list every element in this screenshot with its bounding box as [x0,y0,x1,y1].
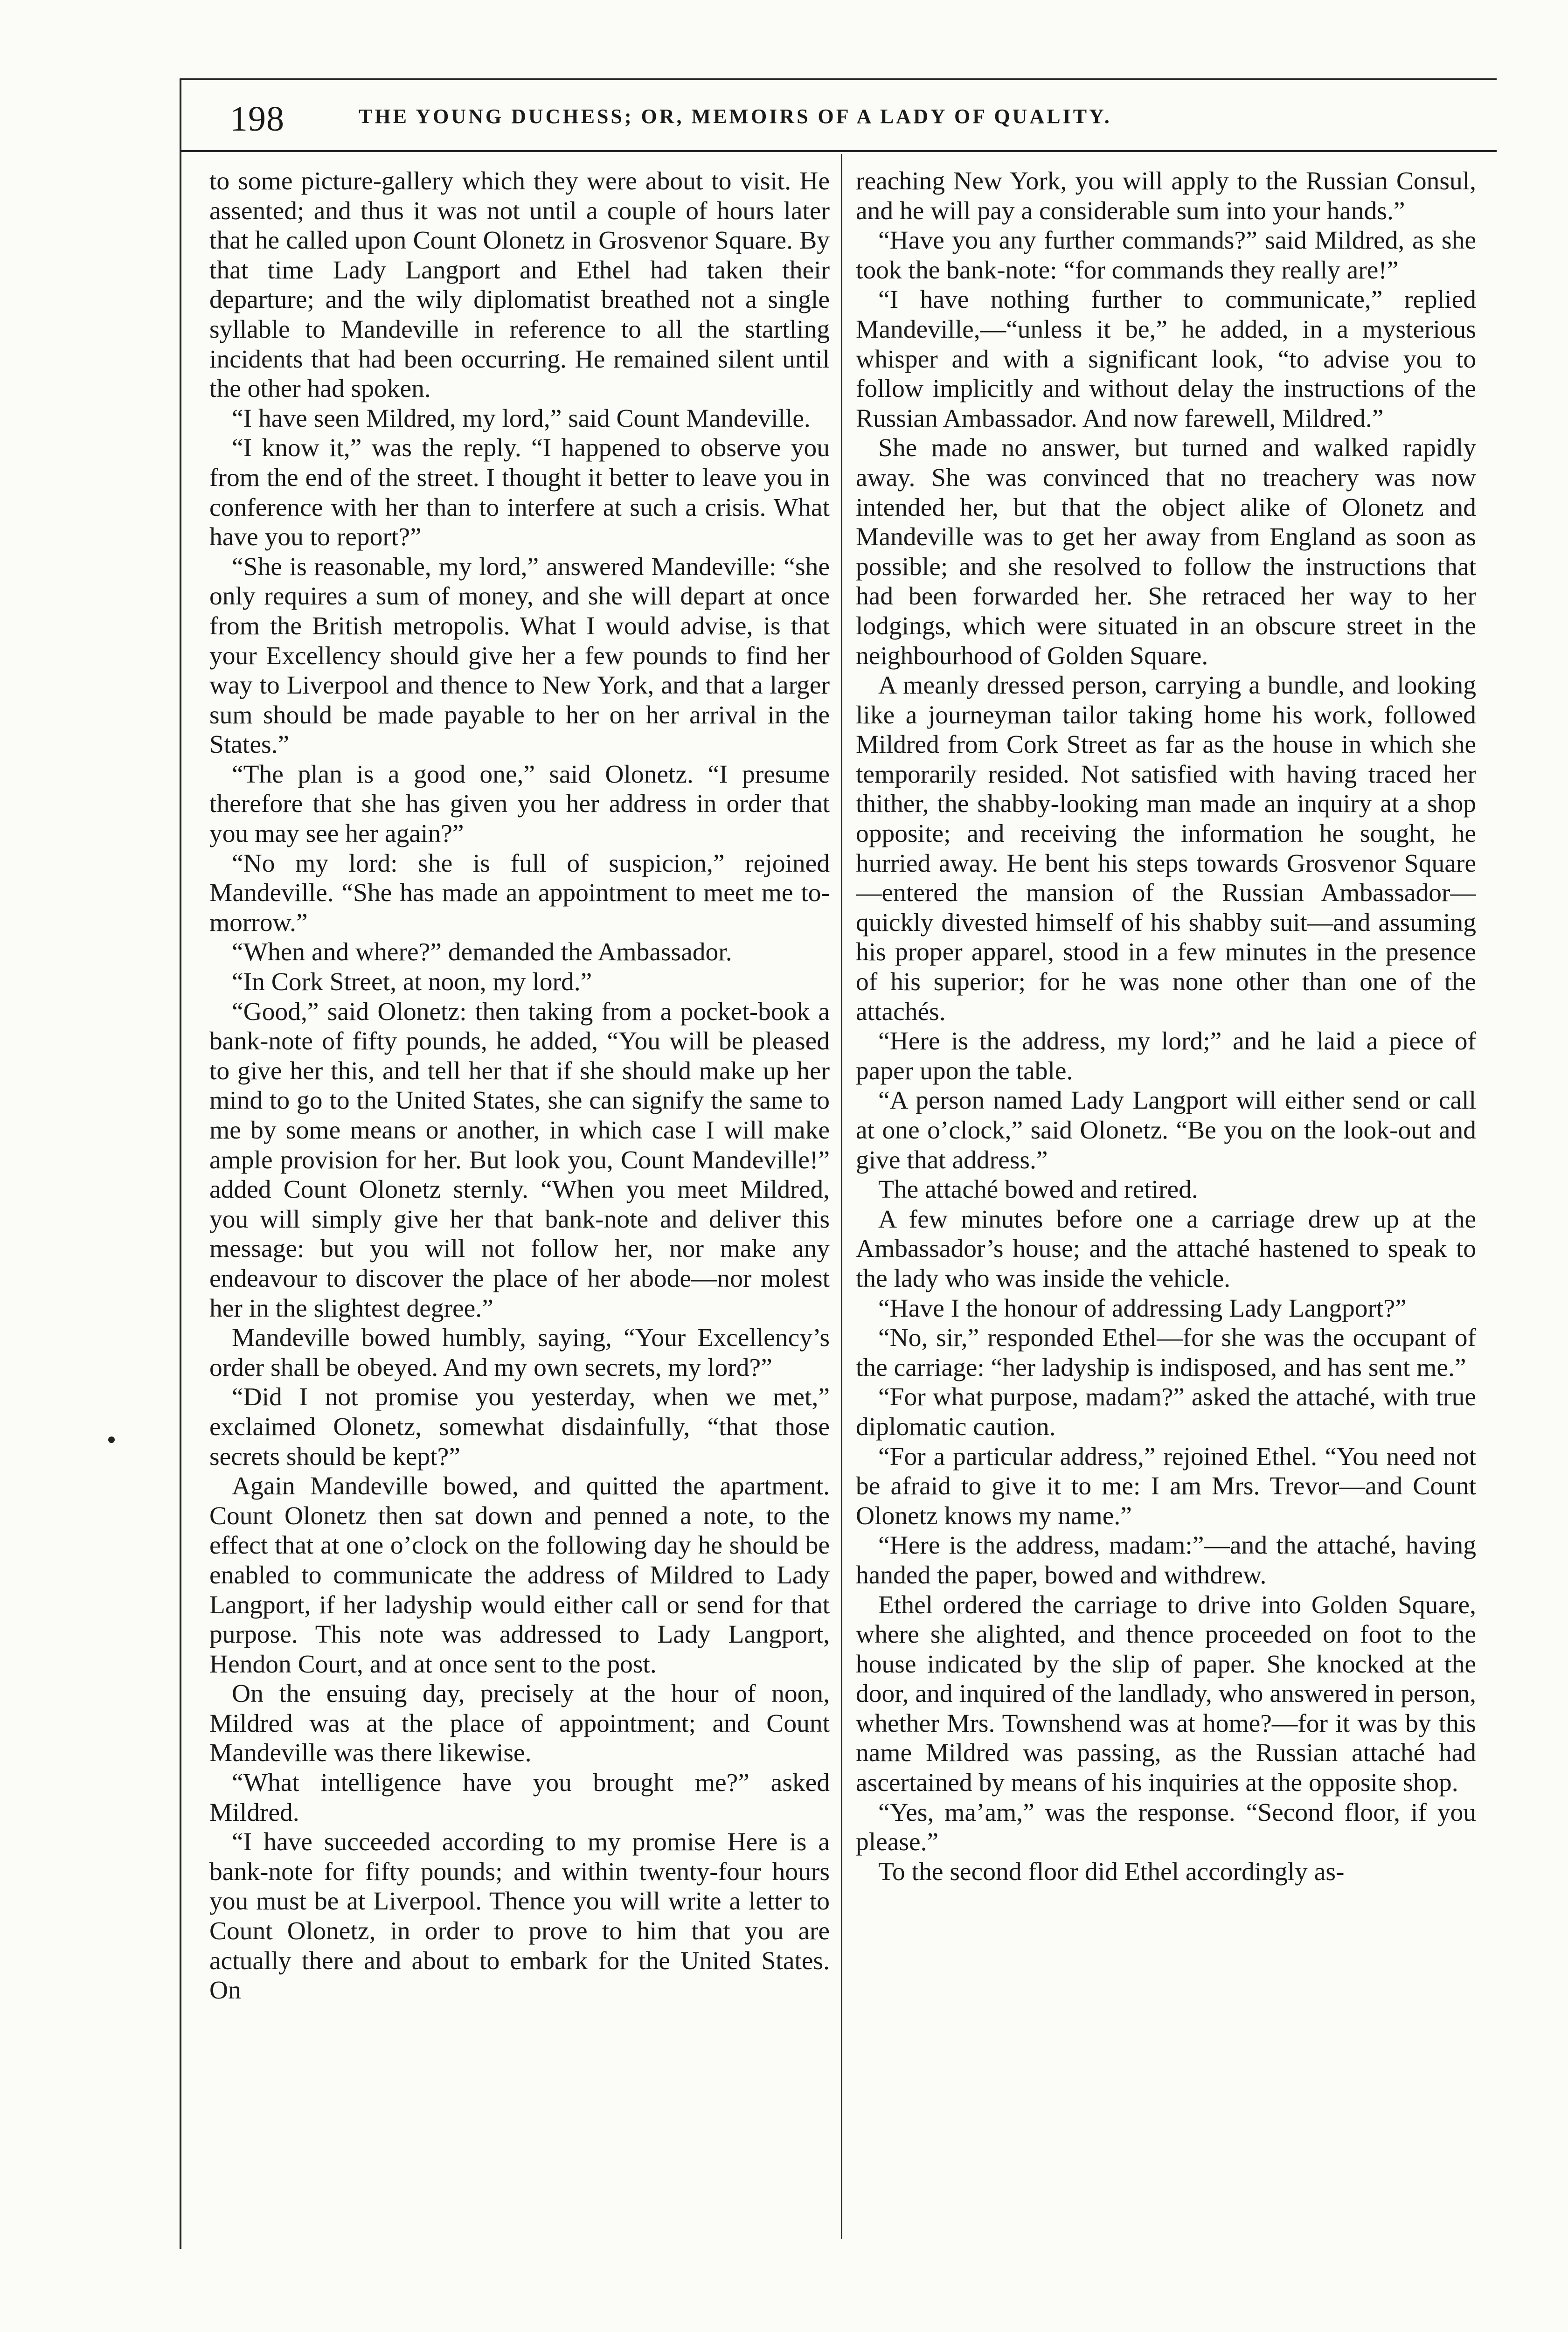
paragraph: “Here is the address, madam:”—and the attaché, having handed the paper, bowed and withdrew. [856,1531,1476,1589]
margin-dot [108,1437,115,1443]
paragraph: “Yes, ma’am,” was the response. “Second floor, if you please.” [856,1798,1476,1857]
paragraph: “Here is the address, my lord;” and he laid a piece of paper upon the table. [856,1027,1476,1085]
paragraph: “I have nothing further to communicate,” replied Mandeville,—“unless it be,” he added, in a mysterious whisper and with a significant look, “to advise you to follow implicitly and without delay the instructions of the Russian Ambassador. And now farewell, Mildred.” [856,285,1476,433]
paragraph: “When and where?” demanded the Ambassador. [232,938,732,967]
paragraph: On the ensuing day, precisely at the hour of noon, Mildred was at the place of appointment; and Count Mandeville was there likewise. [209,1680,830,1768]
paragraph: “The plan is a good one,” said Olonetz. “I presume therefore that she has given you her address in order that you may see her again?” [209,760,830,848]
paragraph: “No, sir,” responded Ethel—for she was the occupant of the carriage: “her ladyship is indisposed, and has sent me.” [856,1324,1476,1382]
paragraph: Ethel ordered the carriage to drive into Golden Square, where she alighted, and thence proceeded on foot to the house indicated by the slip of paper. She knocked at the door, and inquired of the landlady, who answered in person, whether Mrs. Townshend was at home?—for it was by this name Mildred was passing, as the Russian attaché had ascertained by means of his inquiries at the opposite shop. [856,1590,1476,1798]
paragraph: “A person named Lady Langport will either send or call at one o’clock,” said Olonetz. “Be you on the look-out and give that address.” [856,1086,1476,1174]
paragraph: “Did I not promise you yesterday, when we met,” exclaimed Olonetz, somewhat disdainfully, “that those secrets should be kept?” [209,1383,830,1471]
paragraph: “She is reasonable, my lord,” answered Mandeville: “she only requires a sum of money, and she will depart at once from the British metropolis. What I would advise, is that your Excellency should give her a few pounds to find her way to Liverpool and thence to New York, and that a larger sum should be made payable to her on her arrival in the States.” [209,552,830,759]
paragraph: “Have I the honour of addressing Lady Langport?” [878,1294,1407,1323]
paragraph: reaching New York, you will apply to the Russian Consul, and he will pay a considerable sum into your hands.” [856,167,1476,225]
paragraph: “I know it,” was the reply. “I happened to observe you from the end of the street. I thought it better to leave you in conference with her than to interfere at such a crisis. What have you to report?” [209,434,830,552]
book-page [180,78,1497,2249]
paragraph: “For what purpose, madam?” asked the attaché, with true diplomatic caution. [856,1383,1476,1441]
right-column [856,167,1476,2237]
left-column [209,167,830,2237]
paragraph: To the second floor did Ethel accordingly as- [878,1857,1345,1886]
page-header [181,80,1497,152]
paragraph: “I have seen Mildred, my lord,” said Count Mandeville. [232,404,811,433]
paragraph: “In Cork Street, at noon, my lord.” [232,968,592,997]
paragraph: “What intelligence have you brought me?” asked Mildred. [209,1769,830,1827]
paragraph: to some picture-gallery which they were about to visit. He assented; and thus it was not until a couple of hours later that he called upon Count Olonetz in Grosvenor Square. By that time Lady Langport and Ethel had taken their departure; and the wily diplomatist breathed not a single syllable to Mandeville in reference to all the startling incidents that had been occurring. He remained silent until the other had spoken. [209,167,830,403]
paragraph: A meanly dressed person, carrying a bundle, and looking like a journeyman tailor taking home his work, followed Mildred from Cork Street as far as the house in which she temporarily resided. Not satisfied with having traced her thither, the shabby-looking man made an inquiry at a shop opposite; and receiving the information he sought, he hurried away. He bent his steps towards Grosvenor Square—entered the mansion of the Russian Ambassador—quickly divested himself of his shabby suit—and assuming his proper apparel, stood in a few minutes in the presence of his superior; for he was none other than one of the attachés. [856,671,1476,1026]
paragraph: The attaché bowed and retired. [878,1175,1198,1204]
running-title: THE YOUNG DUCHESS; OR, MEMOIRS OF A LADY OF QUALITY. [359,105,1112,128]
paragraph: “I have succeeded according to my promise Here is a bank-note for fifty pounds; and within twenty-four hours you must be at Liverpool. Thence you will write a letter to Count Olonetz, in order to prove to him that you are actually there and about to embark for the United States. On [209,1828,830,2005]
paragraph: She made no answer, but turned and walked rapidly away. She was convinced that no treachery was now intended her, but that the object alike of Olonetz and Mandeville was to get her away from England as soon as possible; and she resolved to follow the instructions that had been forwarded her. She retraced her way to her lodgings, which were situated in an obscure street in the neighbourhood of Golden Square. [856,434,1476,670]
paragraph: “Have you any further commands?” said Mildred, as she took the bank-note: “for commands they really are!” [856,226,1476,285]
paragraph: “Good,” said Olonetz: then taking from a pocket-book a bank-note of fifty pounds, he added, “You will be pleased to give her this, and tell her that if she should make up her mind to go to the United States, she can signify the same to me by some means or another, in which case I will make ample provision for her. But look you, Count Mandeville!” added Count Olonetz sternly. “When you meet Mildred, you will simply give her that bank-note and deliver this message: but you will not follow her, nor make any endeavour to discover the place of her abode—nor molest her in the slightest degree.” [209,997,830,1323]
paragraph: Again Mandeville bowed, and quitted the apartment. Count Olonetz then sat down and penned a note, to the effect that at one o’clock on the following day he should be enabled to communicate the address of Mildred to Lady Langport, if her ladyship would either call or send for that purpose. This note was addressed to Lady Langport, Hendon Court, and at once sent to the post. [209,1472,830,1679]
column-divider [841,154,842,2239]
paragraph: A few minutes before one a carriage drew up at the Ambassador’s house; and the attaché hastened to speak to the lady who was inside the vehicle. [856,1205,1476,1293]
paragraph: “For a particular address,” rejoined Ethel. “You need not be afraid to give it to me: I am Mrs. Trevor—and Count Olonetz knows my name.” [856,1442,1476,1530]
page-number: 198 [230,99,284,139]
paragraph: Mandeville bowed humbly, saying, “Your Excellency’s order shall be obeyed. And my own secrets, my lord?” [209,1324,830,1382]
paragraph: “No my lord: she is full of suspicion,” rejoined Mandeville. “She has made an appointment to meet me to-morrow.” [209,849,830,937]
